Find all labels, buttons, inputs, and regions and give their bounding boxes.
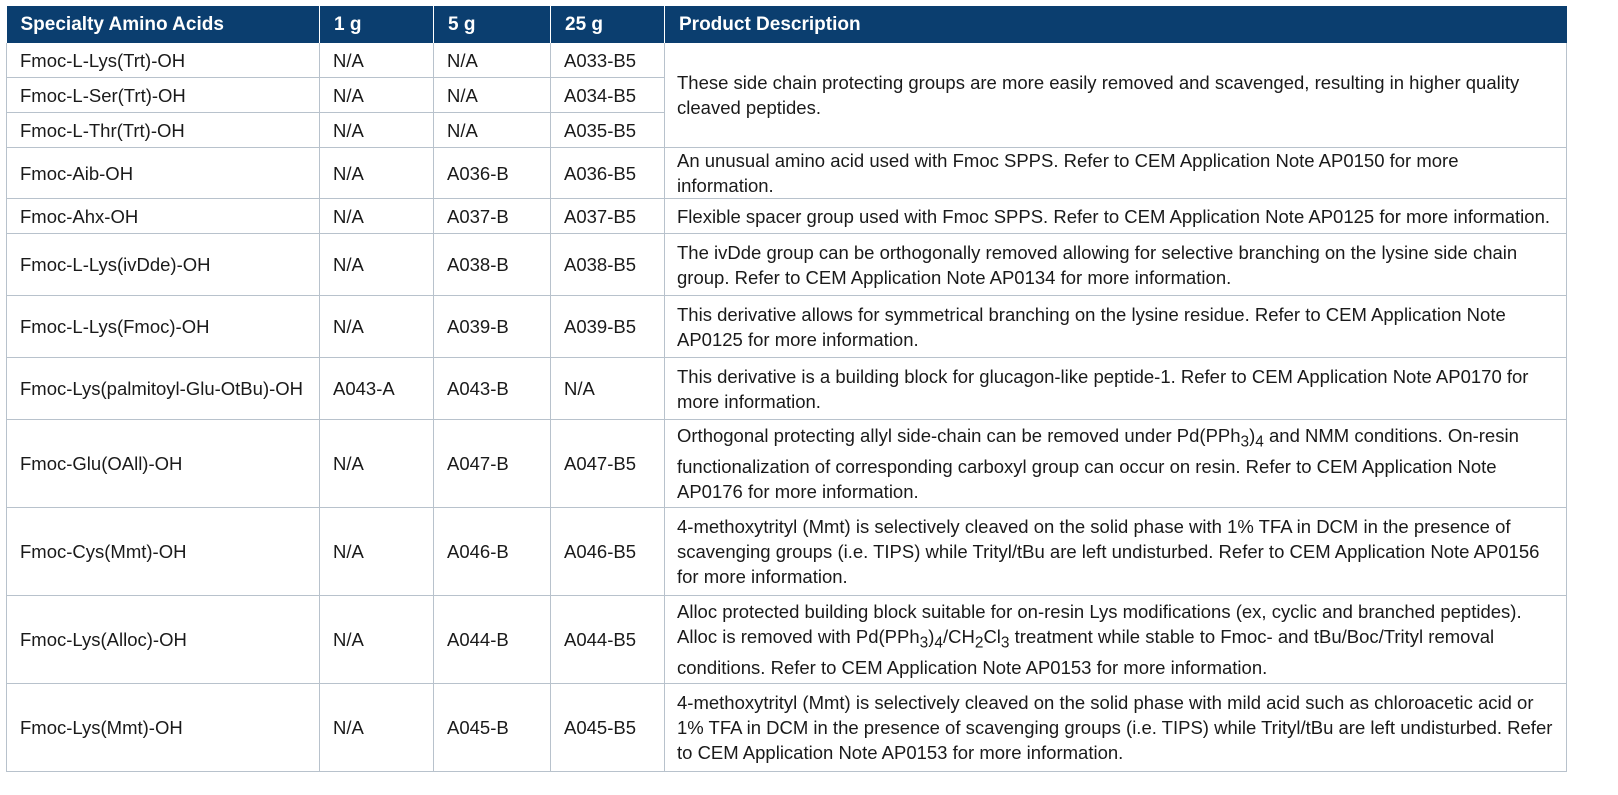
product-description — [665, 596, 1567, 684]
catalog-1g: N/A — [320, 148, 434, 199]
product-name: Fmoc-L-Lys(Trt)-OH — [7, 43, 320, 78]
desc-text: Orthogonal protecting allyl side-chain can be removed under Pd(PPh — [677, 424, 1241, 446]
product-name: Fmoc-Ahx-OH — [7, 199, 320, 234]
product-name: Fmoc-Lys(Alloc)-OH — [7, 596, 320, 684]
catalog-25g: A035-B5 — [551, 113, 665, 148]
catalog-5g: A043-B — [434, 358, 551, 420]
table-row — [7, 420, 1567, 508]
table-row — [7, 43, 1567, 78]
catalog-25g: A045-B5 — [551, 684, 665, 772]
product-table-container — [6, 6, 1566, 772]
catalog-5g: A036-B — [434, 148, 551, 199]
catalog-1g: N/A — [320, 508, 434, 596]
product-description: These side chain protecting groups are more easily removed and scavenged, resulting in higher quality cleaved peptides. — [665, 43, 1567, 148]
product-description: This derivative allows for symmetrical branching on the lysine residue. Refer to CEM Application Note AP0125 for more information. — [665, 296, 1567, 358]
catalog-5g: A037-B — [434, 199, 551, 234]
catalog-25g: N/A — [551, 358, 665, 420]
desc-subscript: 2 — [974, 634, 984, 652]
product-name: Fmoc-Lys(Mmt)-OH — [7, 684, 320, 772]
catalog-5g: A038-B — [434, 234, 551, 296]
column-header-1g: 1 g — [320, 6, 434, 43]
desc-text: Alloc protected building block suitable for on-resin Lys modifications (ex, cyclic and branched peptides). Alloc is removed with Pd(PPh — [677, 600, 1522, 647]
table-row — [7, 684, 1567, 772]
catalog-5g: A047-B — [434, 420, 551, 508]
table-row — [7, 296, 1567, 358]
catalog-5g: A046-B — [434, 508, 551, 596]
catalog-5g: N/A — [434, 43, 551, 78]
specialty-amino-acids-table — [6, 6, 1567, 772]
table-row — [7, 199, 1567, 234]
catalog-1g: N/A — [320, 596, 434, 684]
desc-subscript: 3 — [919, 634, 929, 652]
desc-subscript: 4 — [1255, 433, 1264, 451]
product-name: Fmoc-Cys(Mmt)-OH — [7, 508, 320, 596]
catalog-25g: A037-B5 — [551, 199, 665, 234]
catalog-1g: N/A — [320, 43, 434, 78]
table-row — [7, 508, 1567, 596]
desc-subscript: 4 — [934, 634, 943, 652]
catalog-25g: A038-B5 — [551, 234, 665, 296]
product-name: Fmoc-L-Lys(Fmoc)-OH — [7, 296, 320, 358]
catalog-1g: N/A — [320, 684, 434, 772]
catalog-25g: A039-B5 — [551, 296, 665, 358]
catalog-1g: N/A — [320, 78, 434, 113]
catalog-5g: A044-B — [434, 596, 551, 684]
desc-text: treatment while stable to Fmoc- and tBu/Boc/Trityl removal conditions. Refer to CEM Application Note AP0153 for more information. — [677, 625, 1495, 679]
catalog-1g: N/A — [320, 199, 434, 234]
product-name: Fmoc-Aib-OH — [7, 148, 320, 199]
product-name: Fmoc-L-Ser(Trt)-OH — [7, 78, 320, 113]
desc-text: Cl — [983, 625, 1001, 647]
product-description: Flexible spacer group used with Fmoc SPPS. Refer to CEM Application Note AP0125 for more information. — [665, 199, 1567, 234]
catalog-5g: A039-B — [434, 296, 551, 358]
catalog-25g: A033-B5 — [551, 43, 665, 78]
product-description: 4-methoxytrityl (Mmt) is selectively cleaved on the solid phase with 1% TFA in DCM in the presence of scavenging groups (i.e. TIPS) while Trityl/tBu are left undisturbed. Refer to CEM Application Note AP0156 for more information. — [665, 508, 1567, 596]
catalog-1g: N/A — [320, 296, 434, 358]
catalog-25g: A046-B5 — [551, 508, 665, 596]
column-header-description: Product Description — [665, 6, 1567, 43]
catalog-5g: N/A — [434, 113, 551, 148]
desc-text: /CH — [942, 625, 975, 647]
product-description: This derivative is a building block for glucagon-like peptide-1. Refer to CEM Application Note AP0170 for more information. — [665, 358, 1567, 420]
table-row — [7, 358, 1567, 420]
table-row — [7, 596, 1567, 684]
catalog-25g: A034-B5 — [551, 78, 665, 113]
desc-subscript: 3 — [1240, 433, 1250, 451]
table-header-row — [7, 6, 1567, 43]
product-name: Fmoc-Lys(palmitoyl-Glu-OtBu)-OH — [7, 358, 320, 420]
product-name: Fmoc-Glu(OAll)-OH — [7, 420, 320, 508]
catalog-25g: A044-B5 — [551, 596, 665, 684]
catalog-1g: N/A — [320, 234, 434, 296]
desc-subscript: 3 — [1000, 634, 1010, 652]
table-row — [7, 234, 1567, 296]
desc-text: and NMM conditions. On-resin functionalization of corresponding carboxyl group can occur on resin. Refer to CEM Application Note AP0176 for more information. — [677, 424, 1519, 503]
catalog-25g: A047-B5 — [551, 420, 665, 508]
desc-text: ) — [928, 625, 935, 647]
product-description: An unusual amino acid used with Fmoc SPPS. Refer to CEM Application Note AP0150 for more information. — [665, 148, 1567, 199]
column-header-25g: 25 g — [551, 6, 665, 43]
catalog-5g: A045-B — [434, 684, 551, 772]
catalog-5g: N/A — [434, 78, 551, 113]
product-description: 4-methoxytrityl (Mmt) is selectively cleaved on the solid phase with mild acid such as chloroacetic acid or 1% TFA in DCM in the presence of scavenging groups (i.e. TIPS) while Trityl/tBu are left undisturbed. Refer to CEM Application Note AP0153 for more information. — [665, 684, 1567, 772]
column-header-5g: 5 g — [434, 6, 551, 43]
product-description — [665, 420, 1567, 508]
catalog-1g: N/A — [320, 113, 434, 148]
table-row — [7, 148, 1567, 199]
catalog-25g: A036-B5 — [551, 148, 665, 199]
product-description: The ivDde group can be orthogonally removed allowing for selective branching on the lysine side chain group. Refer to CEM Application Note AP0134 for more information. — [665, 234, 1567, 296]
product-name: Fmoc-L-Lys(ivDde)-OH — [7, 234, 320, 296]
catalog-1g: A043-A — [320, 358, 434, 420]
catalog-1g: N/A — [320, 420, 434, 508]
product-name: Fmoc-L-Thr(Trt)-OH — [7, 113, 320, 148]
desc-text: ) — [1249, 424, 1256, 446]
column-header-name: Specialty Amino Acids — [7, 6, 320, 43]
